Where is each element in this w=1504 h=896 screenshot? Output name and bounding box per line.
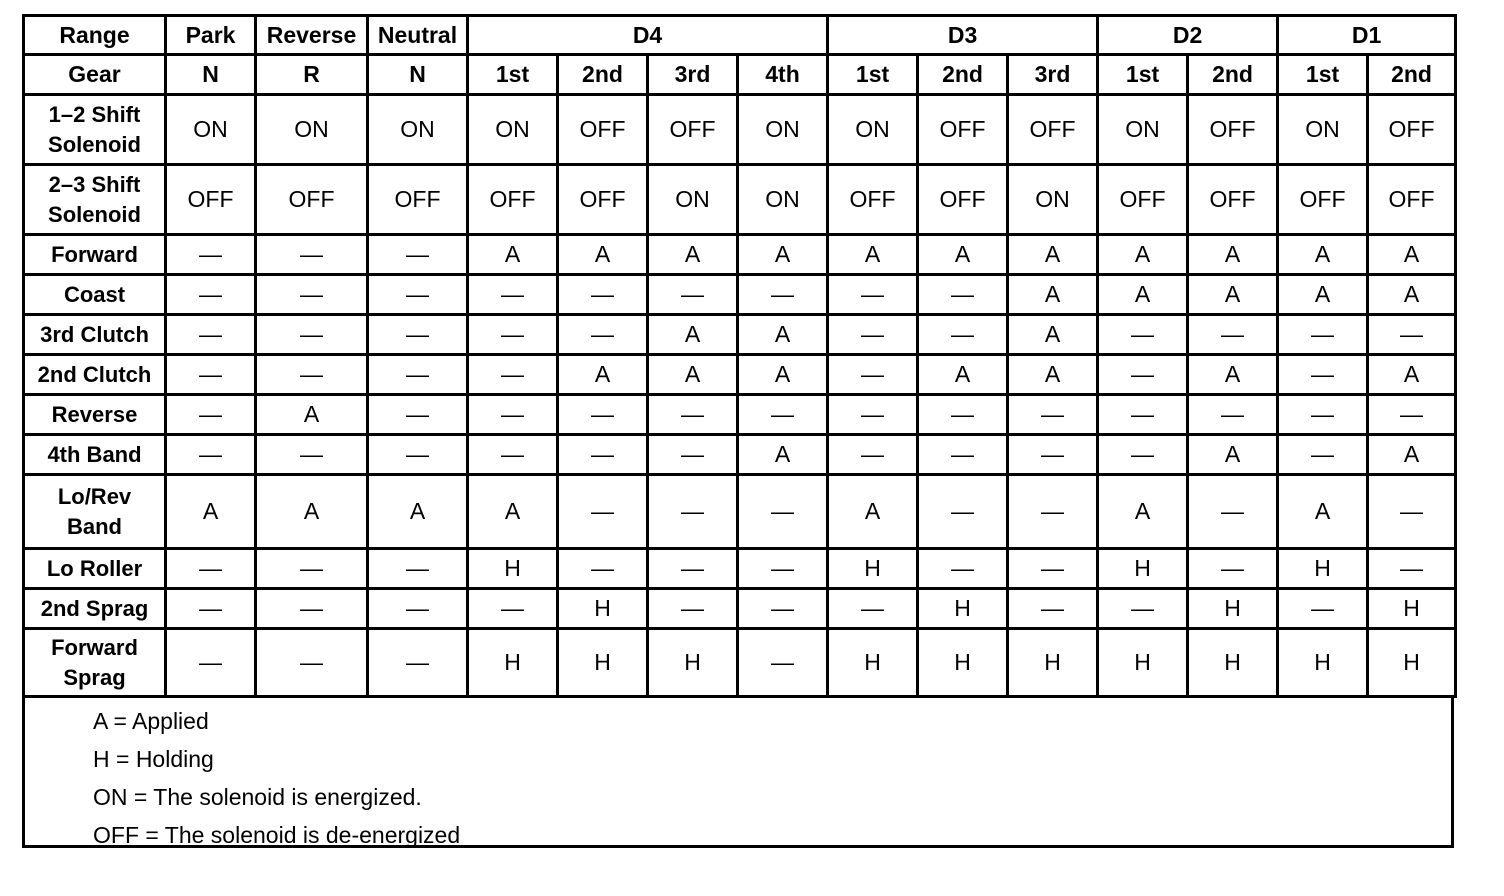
table-cell: — [648, 589, 738, 629]
table-cell: A [738, 235, 828, 275]
row-label: 2–3 Shift Solenoid [24, 165, 166, 235]
table-cell: — [1278, 395, 1368, 435]
table-cell: — [648, 475, 738, 549]
table-cell: — [166, 589, 256, 629]
gear-header-row [24, 55, 1456, 95]
gear-header: 2nd [1368, 55, 1456, 95]
table-cell: H [1368, 629, 1456, 697]
table-cell: OFF [1368, 165, 1456, 235]
table-cell: A [738, 355, 828, 395]
table-cell: OFF [1278, 165, 1368, 235]
table-cell: ON [368, 95, 468, 165]
table-cell: — [1188, 475, 1278, 549]
table-cell: — [828, 315, 918, 355]
table-cell: — [368, 589, 468, 629]
legend-holding: H = Holding [93, 746, 214, 772]
table-cell: ON [738, 95, 828, 165]
table-cell: — [468, 275, 558, 315]
table-cell: — [1278, 435, 1368, 475]
table-cell: H [1098, 629, 1188, 697]
legend-on: ON = The solenoid is energized. [93, 784, 422, 810]
table-cell: A [1278, 275, 1368, 315]
row-label: 3rd Clutch [24, 315, 166, 355]
table-cell: A [1008, 235, 1098, 275]
table-cell: A [1188, 355, 1278, 395]
table-cell: — [558, 275, 648, 315]
row-label: Forward Sprag [24, 629, 166, 697]
table-row [24, 475, 1456, 549]
table-cell: — [648, 275, 738, 315]
table-cell: — [1008, 549, 1098, 589]
table-cell: — [1188, 395, 1278, 435]
gear-header: N [368, 55, 468, 95]
range-header: Park [166, 16, 256, 55]
range-header: D4 [468, 16, 828, 55]
legend [22, 698, 1454, 848]
table-cell: OFF [1098, 165, 1188, 235]
table-cell: A [828, 475, 918, 549]
table-cell: — [256, 355, 368, 395]
table-cell: A [1008, 275, 1098, 315]
range-header-row [24, 16, 1456, 55]
row-label: 2nd Sprag [24, 589, 166, 629]
table-cell: H [1188, 589, 1278, 629]
table-cell: — [1098, 589, 1188, 629]
table-cell: — [368, 549, 468, 589]
gear-header: R [256, 55, 368, 95]
range-header: Neutral [368, 16, 468, 55]
table-cell: — [1368, 475, 1456, 549]
table-cell: — [1278, 355, 1368, 395]
table-cell: — [468, 435, 558, 475]
table-cell: — [1008, 395, 1098, 435]
range-header: D2 [1098, 16, 1278, 55]
table-cell: H [1098, 549, 1188, 589]
table-cell: H [558, 589, 648, 629]
table-cell: — [738, 275, 828, 315]
table-cell: — [1098, 355, 1188, 395]
table-row [24, 165, 1456, 235]
table-cell: — [918, 549, 1008, 589]
table-cell: — [648, 435, 738, 475]
table-cell: A [1368, 435, 1456, 475]
row-label: 1–2 Shift Solenoid [24, 95, 166, 165]
table-cell: — [918, 395, 1008, 435]
table-cell: A [648, 235, 738, 275]
gear-header: 4th [738, 55, 828, 95]
gear-header: 2nd [918, 55, 1008, 95]
table-cell: — [558, 475, 648, 549]
table-cell: — [256, 629, 368, 697]
table-cell: — [1368, 395, 1456, 435]
table-cell: — [256, 589, 368, 629]
table-cell: OFF [828, 165, 918, 235]
table-cell: A [738, 315, 828, 355]
gear-header: 2nd [558, 55, 648, 95]
table-cell: A [1188, 275, 1278, 315]
table-row [24, 435, 1456, 475]
table-body [24, 95, 1456, 697]
table-cell: — [166, 355, 256, 395]
table-cell: A [468, 475, 558, 549]
table-cell: — [738, 629, 828, 697]
table-cell: H [1188, 629, 1278, 697]
range-label: Range [24, 16, 166, 55]
table-row [24, 549, 1456, 589]
table-cell: — [368, 395, 468, 435]
table-cell: — [1368, 549, 1456, 589]
table-cell: A [368, 475, 468, 549]
table-cell: A [1188, 435, 1278, 475]
table-row [24, 589, 1456, 629]
table-cell: — [558, 549, 648, 589]
table-cell: OFF [1188, 165, 1278, 235]
table-cell: OFF [1188, 95, 1278, 165]
table-cell: — [918, 275, 1008, 315]
table-cell: A [1098, 275, 1188, 315]
table-cell: ON [738, 165, 828, 235]
table-cell: H [1278, 549, 1368, 589]
table-cell: H [648, 629, 738, 697]
row-label: Lo Roller [24, 549, 166, 589]
table-cell: OFF [256, 165, 368, 235]
table-cell: H [828, 629, 918, 697]
table-cell: — [1098, 435, 1188, 475]
gear-header: 1st [828, 55, 918, 95]
table-cell: H [1278, 629, 1368, 697]
table-cell: A [1368, 275, 1456, 315]
table-cell: — [918, 475, 1008, 549]
table-cell: — [1368, 315, 1456, 355]
table-cell: — [256, 435, 368, 475]
table-row [24, 235, 1456, 275]
table-cell: A [1008, 315, 1098, 355]
table-cell: OFF [1008, 95, 1098, 165]
table-cell: — [828, 395, 918, 435]
table-cell: ON [166, 95, 256, 165]
table-cell: — [256, 549, 368, 589]
table-cell: — [828, 355, 918, 395]
table-cell: — [558, 435, 648, 475]
table-cell: OFF [648, 95, 738, 165]
table-cell: — [1278, 589, 1368, 629]
table-cell: ON [828, 95, 918, 165]
table-cell: — [166, 235, 256, 275]
table-cell: — [1098, 315, 1188, 355]
table-cell: — [828, 275, 918, 315]
table-cell: — [1008, 589, 1098, 629]
table-cell: OFF [558, 165, 648, 235]
table-cell: H [828, 549, 918, 589]
gear-header: 3rd [1008, 55, 1098, 95]
table-cell: H [558, 629, 648, 697]
table-cell: — [468, 355, 558, 395]
table-row [24, 355, 1456, 395]
row-label: 2nd Clutch [24, 355, 166, 395]
table-cell: — [1188, 549, 1278, 589]
table-cell: — [468, 589, 558, 629]
table-cell: H [468, 549, 558, 589]
legend-off: OFF = The solenoid is de-energized [93, 822, 461, 848]
table-cell: — [558, 315, 648, 355]
row-label: Reverse [24, 395, 166, 435]
table-cell: — [918, 315, 1008, 355]
gear-header: 1st [1098, 55, 1188, 95]
table-cell: — [828, 435, 918, 475]
table-cell: — [166, 629, 256, 697]
table-cell: — [368, 355, 468, 395]
table-cell: A [1098, 475, 1188, 549]
table-cell: A [1278, 235, 1368, 275]
table-cell: — [256, 235, 368, 275]
range-header: D3 [828, 16, 1098, 55]
table-row [24, 395, 1456, 435]
table-cell: — [1188, 315, 1278, 355]
table-cell: — [1278, 315, 1368, 355]
table-cell: A [166, 475, 256, 549]
table-cell: H [918, 589, 1008, 629]
table-cell: OFF [918, 95, 1008, 165]
table-cell: — [256, 315, 368, 355]
range-header: Reverse [256, 16, 368, 55]
table-cell: — [166, 275, 256, 315]
table-cell: — [368, 435, 468, 475]
table-cell: OFF [918, 165, 1008, 235]
table-cell: A [918, 355, 1008, 395]
table-cell: — [166, 435, 256, 475]
table-cell: — [738, 589, 828, 629]
table-cell: A [738, 435, 828, 475]
gear-header: 2nd [1188, 55, 1278, 95]
table-cell: ON [648, 165, 738, 235]
gear-header: N [166, 55, 256, 95]
table-cell: — [1008, 435, 1098, 475]
table-cell: A [1278, 475, 1368, 549]
table-cell: A [918, 235, 1008, 275]
table-row [24, 95, 1456, 165]
table-row [24, 275, 1456, 315]
table-cell: — [256, 275, 368, 315]
table-cell: A [1008, 355, 1098, 395]
table-cell: — [368, 275, 468, 315]
table-cell: A [1368, 355, 1456, 395]
table-cell: OFF [468, 165, 558, 235]
row-label: 4th Band [24, 435, 166, 475]
table-cell: OFF [166, 165, 256, 235]
gear-header: 1st [468, 55, 558, 95]
table-cell: A [1098, 235, 1188, 275]
table-cell: OFF [558, 95, 648, 165]
range-header: D1 [1278, 16, 1456, 55]
row-label: Coast [24, 275, 166, 315]
table-cell: A [1188, 235, 1278, 275]
table-cell: ON [1098, 95, 1188, 165]
table-cell: OFF [368, 165, 468, 235]
table-cell: — [166, 549, 256, 589]
table-cell: — [468, 315, 558, 355]
gear-header: 1st [1278, 55, 1368, 95]
table-cell: — [166, 395, 256, 435]
table-cell: — [738, 475, 828, 549]
table-cell: A [558, 355, 648, 395]
table-row [24, 315, 1456, 355]
table-cell: H [468, 629, 558, 697]
table-cell: — [468, 395, 558, 435]
row-label: Forward [24, 235, 166, 275]
table-cell: — [738, 549, 828, 589]
table-row [24, 629, 1456, 697]
table-cell: A [828, 235, 918, 275]
table-cell: — [648, 395, 738, 435]
table-cell: ON [468, 95, 558, 165]
table-cell: — [368, 629, 468, 697]
table-cell: OFF [1368, 95, 1456, 165]
table-cell: A [648, 315, 738, 355]
application-table [22, 14, 1457, 698]
table-cell: — [738, 395, 828, 435]
table-cell: A [648, 355, 738, 395]
table-cell: A [256, 395, 368, 435]
table-cell: — [368, 235, 468, 275]
table-cell: H [1368, 589, 1456, 629]
table-cell: — [558, 395, 648, 435]
table-cell: — [918, 435, 1008, 475]
table-cell: — [368, 315, 468, 355]
table-cell: — [166, 315, 256, 355]
table-cell: — [828, 589, 918, 629]
table-cell: — [1008, 475, 1098, 549]
table-cell: A [468, 235, 558, 275]
table-cell: — [1098, 395, 1188, 435]
row-label: Lo/Rev Band [24, 475, 166, 549]
solenoid-clutch-application-chart [22, 14, 1454, 848]
table-cell: A [256, 475, 368, 549]
gear-label: Gear [24, 55, 166, 95]
table-cell: A [558, 235, 648, 275]
legend-applied: A = Applied [93, 708, 209, 734]
table-cell: A [1368, 235, 1456, 275]
table-cell: H [918, 629, 1008, 697]
table-cell: ON [1008, 165, 1098, 235]
table-cell: — [648, 549, 738, 589]
gear-header: 3rd [648, 55, 738, 95]
table-cell: ON [1278, 95, 1368, 165]
table-cell: ON [256, 95, 368, 165]
table-cell: H [1008, 629, 1098, 697]
